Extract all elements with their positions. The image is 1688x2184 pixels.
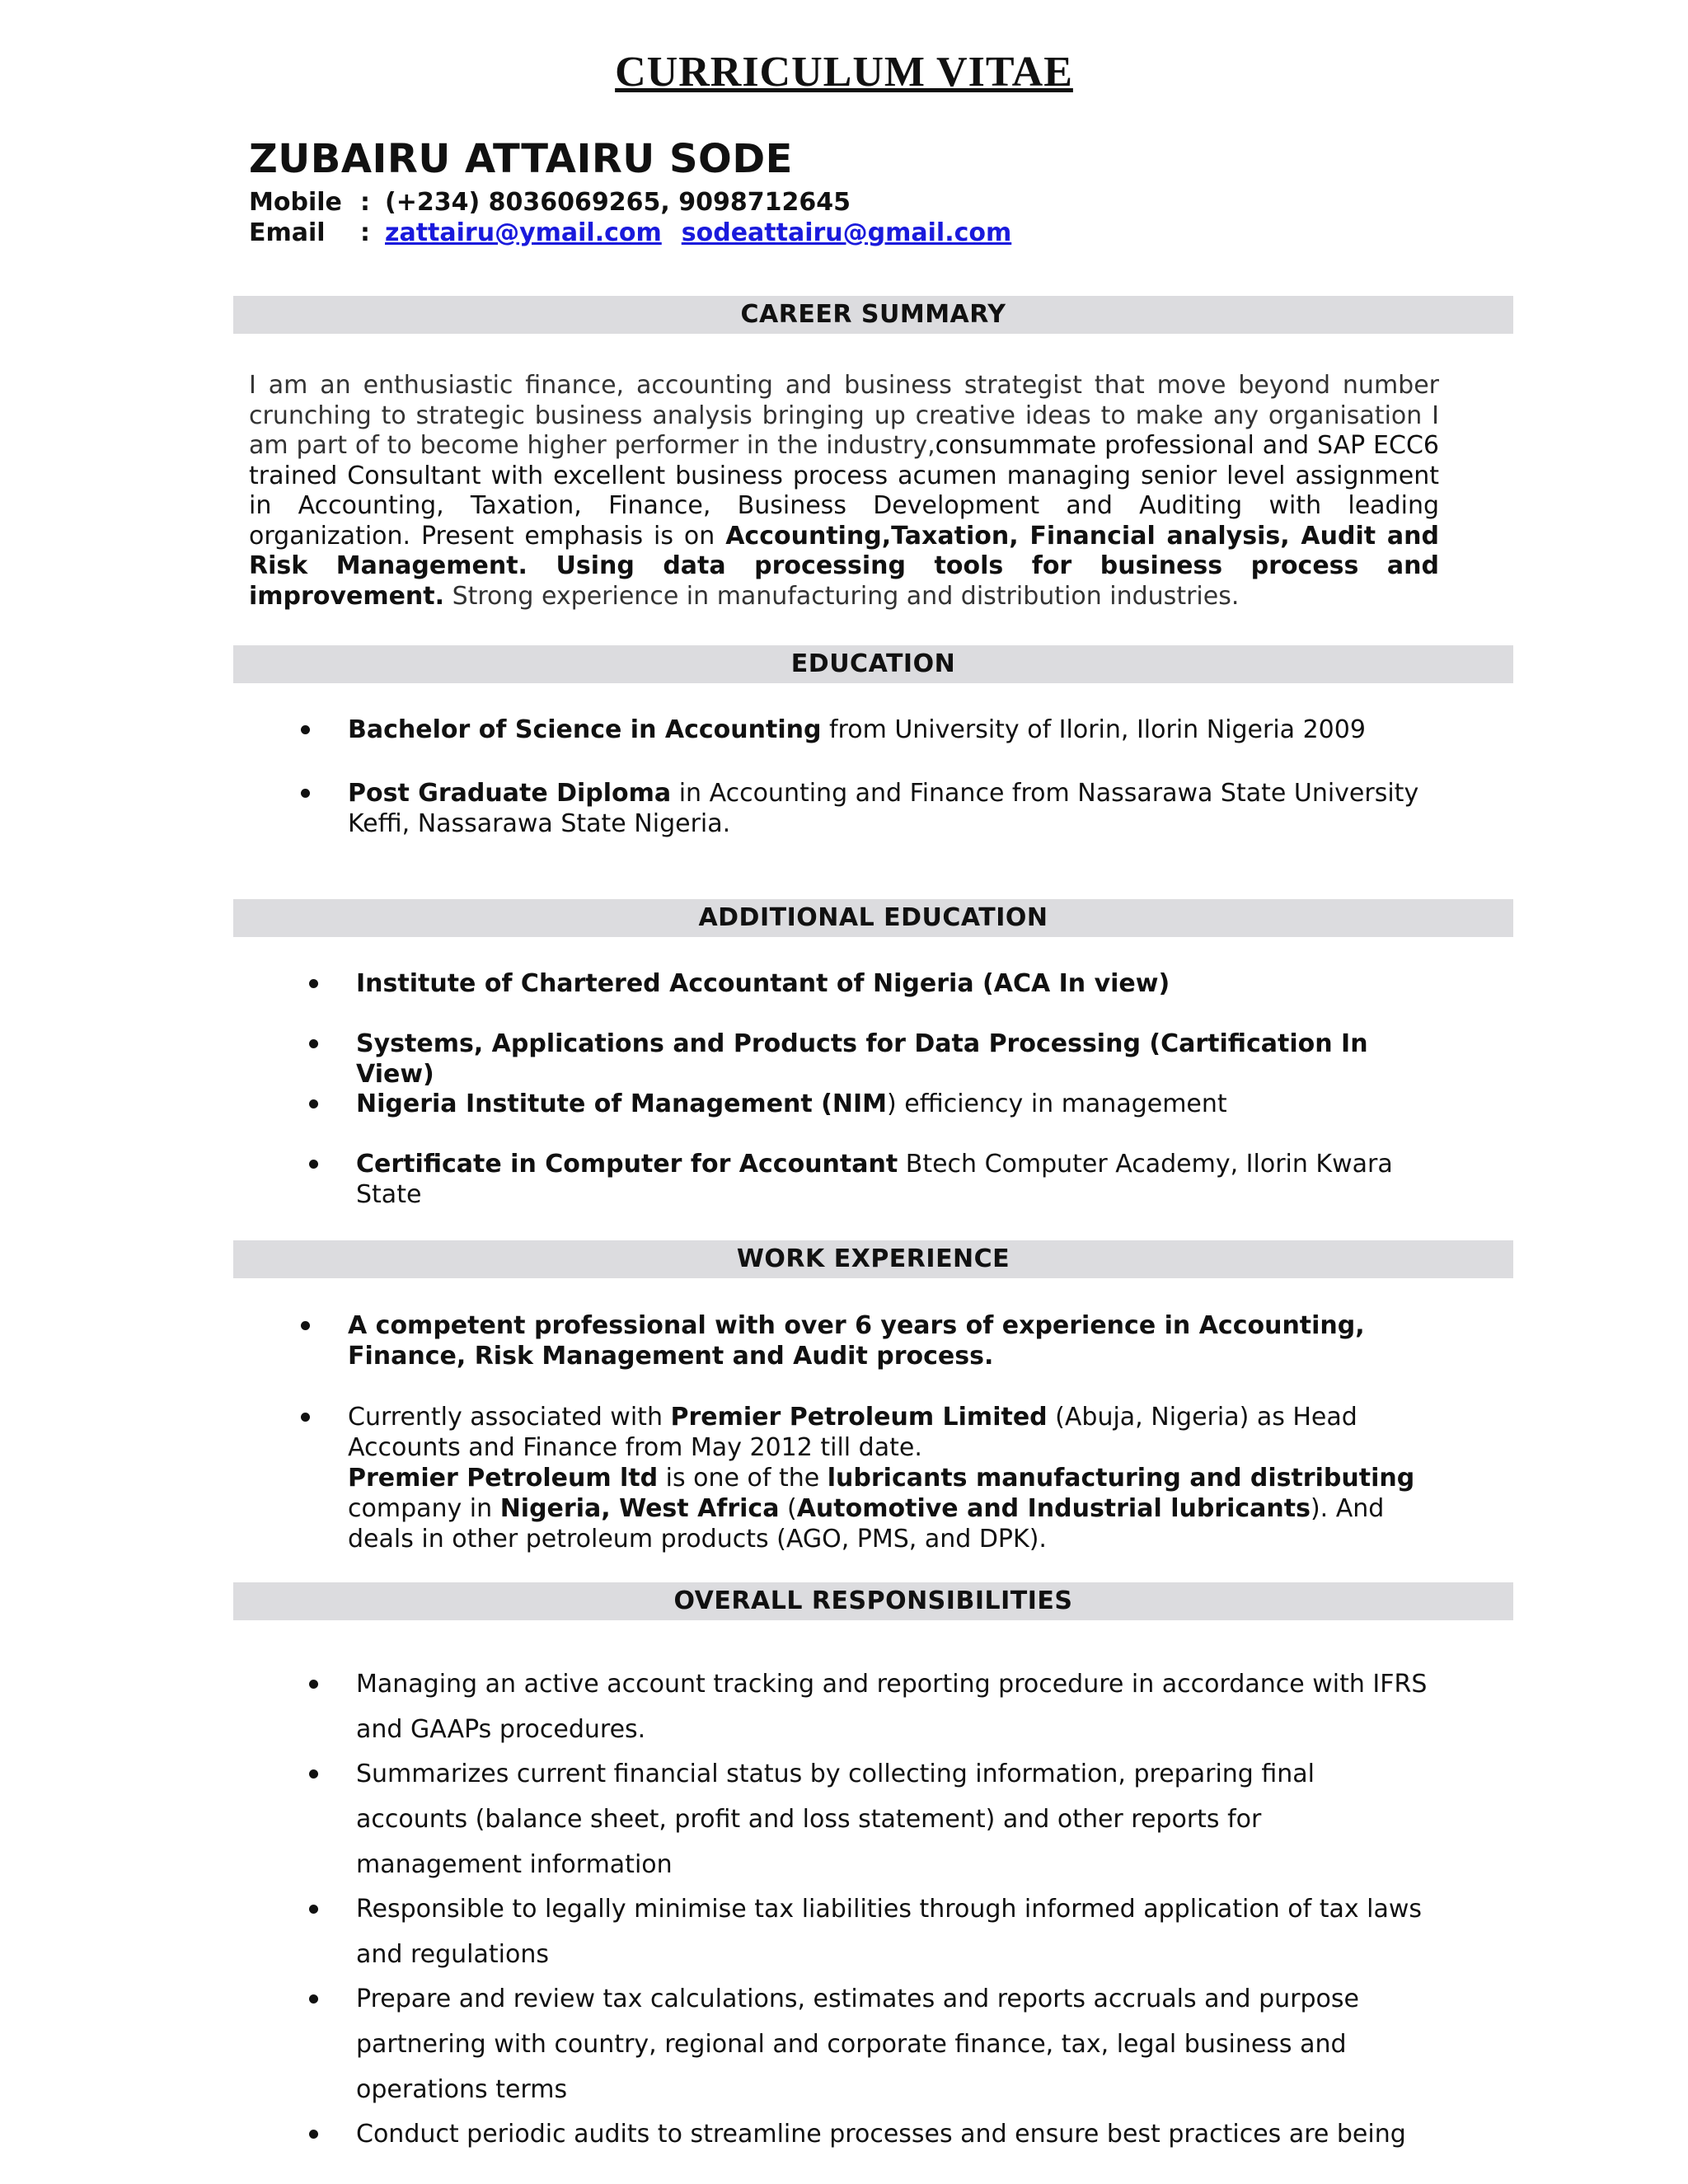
education-detail: in Accounting and Finance from Nassarawa State University Keffi, Nassarawa State Nigeria. [348,779,1419,838]
email-link-primary[interactable]: zattairu@ymail.com [385,218,662,247]
bullet-icon [309,1769,318,1779]
employer-name-short: Premier Petroleum ltd [348,1464,659,1493]
career-summary-intro: I am an enthusiastic finance, accounting and business strategist that move beyond number crunching to strategic business analysis bringing up creative ideas to make any organisation I am part of to become higher performer in the industry, [249,371,1439,460]
responsibility-text: Managing an active account tracking and reporting procedure in accordance with IFRS and GAAPs procedures. [356,1670,1428,1744]
text-run: company in [348,1494,500,1523]
qualification-name: Nigeria Institute of Management (NIM [356,1090,888,1118]
career-summary-emphasis: Accounting,Taxation, Financial analysis, Audit and Risk Management. Using data processing tools for business process and improvement. [249,521,1439,611]
section-header-education: EDUCATION [233,645,1513,683]
experience-summary: A competent professional with over 6 years of experience in Accounting, Finance, Risk Management and Audit process. [348,1311,1365,1371]
employer-location: Nigeria, West Africa [499,1494,780,1523]
list-item [356,1751,1378,1887]
list-item [356,1089,1444,1119]
education-degree: Post Graduate Diploma [348,779,672,808]
mobile-separator: : [360,188,370,217]
bullet-icon [309,2130,318,2139]
list-item [348,1310,1444,1371]
mobile-label: Mobile [249,188,342,217]
education-detail: from University of Ilorin, Ilorin Nigeria 2009 [821,715,1366,744]
bullet-icon [309,1099,318,1108]
list-item [348,778,1444,839]
section-header-career-summary: CAREER SUMMARY [233,296,1513,334]
list-item [356,2111,1444,2157]
list-item [356,1886,1444,1977]
mobile-value: (+234) 8036069265, 9098712645 [385,188,851,217]
responsibility-text: Responsible to legally minimise tax liabilities through informed application of tax laws and regulations [356,1895,1423,1969]
text-run: (Abuja, Nigeria) as Head Accounts and Finance from May 2012 till date. [348,1403,1357,1462]
career-summary-closing: Strong experience in manufacturing and distribution industries. [444,581,1240,611]
bullet-icon [309,1039,318,1048]
text-run: ). And deals in other petroleum products (AGO, PMS, and DPK). [348,1494,1385,1554]
email-separator: : [360,218,370,247]
text-run: is one of the [658,1464,828,1493]
list-item [356,1661,1444,1752]
document-title: CURRICULUM VITAE [615,49,1073,96]
bullet-icon [301,1413,310,1422]
text-run: ( [779,1494,797,1523]
responsibility-text: Prepare and review tax calculations, estimates and reports accruals and purpose partnering with country, regional and corporate finance, tax, legal business and operations terms [356,1985,1359,2104]
section-header-additional-education: ADDITIONAL EDUCATION [233,899,1513,937]
bullet-icon [301,789,310,798]
candidate-name: ZUBAIRU ATTAIRU SODE [249,136,793,182]
email-line [249,218,1031,247]
text-run: Currently associated with [348,1403,671,1432]
qualification-detail: Btech Computer Academy, Ilorin Kwara State [356,1150,1393,1209]
responsibility-text: Summarizes current financial status by collecting information, preparing final accounts (balance sheet, profit and loss statement) and other reports for management information [356,1760,1315,1879]
section-header-overall-responsibilities: OVERALL RESPONSIBILITIES [233,1582,1513,1620]
bullet-icon [309,1994,318,2004]
list-item [356,1976,1444,2112]
list-item [356,968,1444,999]
education-degree: Bachelor of Science in Accounting [348,715,822,744]
list-item [356,1149,1444,1210]
bullet-icon [309,979,318,988]
bullet-icon [309,1160,318,1169]
list-item [356,1029,1428,1090]
bullet-icon [301,1321,310,1330]
email-link-secondary[interactable]: sodeattairu@gmail.com [681,218,1012,247]
list-item [348,715,1444,745]
qualification-name: Certificate in Computer for Accountant [356,1150,898,1179]
employer-business: lubricants manufacturing and distributing [827,1464,1415,1493]
list-item [348,1402,1444,1554]
career-summary-body: consummate professional and SAP ECC6 trained Consultant with excellent business process acumen managing senior level assignment in Accounting, Taxation, Finance, Business Development and Auditing with leading organization. Present emphasis is on [249,431,1439,551]
qualification-name: Systems, Applications and Products for Data Processing (Cartification In View) [356,1029,1368,1089]
employer-products: Automotive and Industrial lubricants [796,1494,1311,1523]
bullet-icon [301,725,310,734]
section-header-work-experience: WORK EXPERIENCE [233,1240,1513,1278]
qualification-detail: ) efficiency in management [887,1090,1227,1118]
employer-name: Premier Petroleum Limited [670,1403,1048,1432]
bullet-icon [309,1680,318,1689]
bullet-icon [309,1905,318,1914]
responsibility-text: Conduct periodic audits to streamline processes and ensure best practices are being [356,2120,1406,2149]
qualification-name: Institute of Chartered Accountant of Nigeria (ACA In view) [356,969,1170,998]
email-label: Email [249,218,326,247]
mobile-line [249,188,851,217]
career-summary-text [249,371,1439,612]
